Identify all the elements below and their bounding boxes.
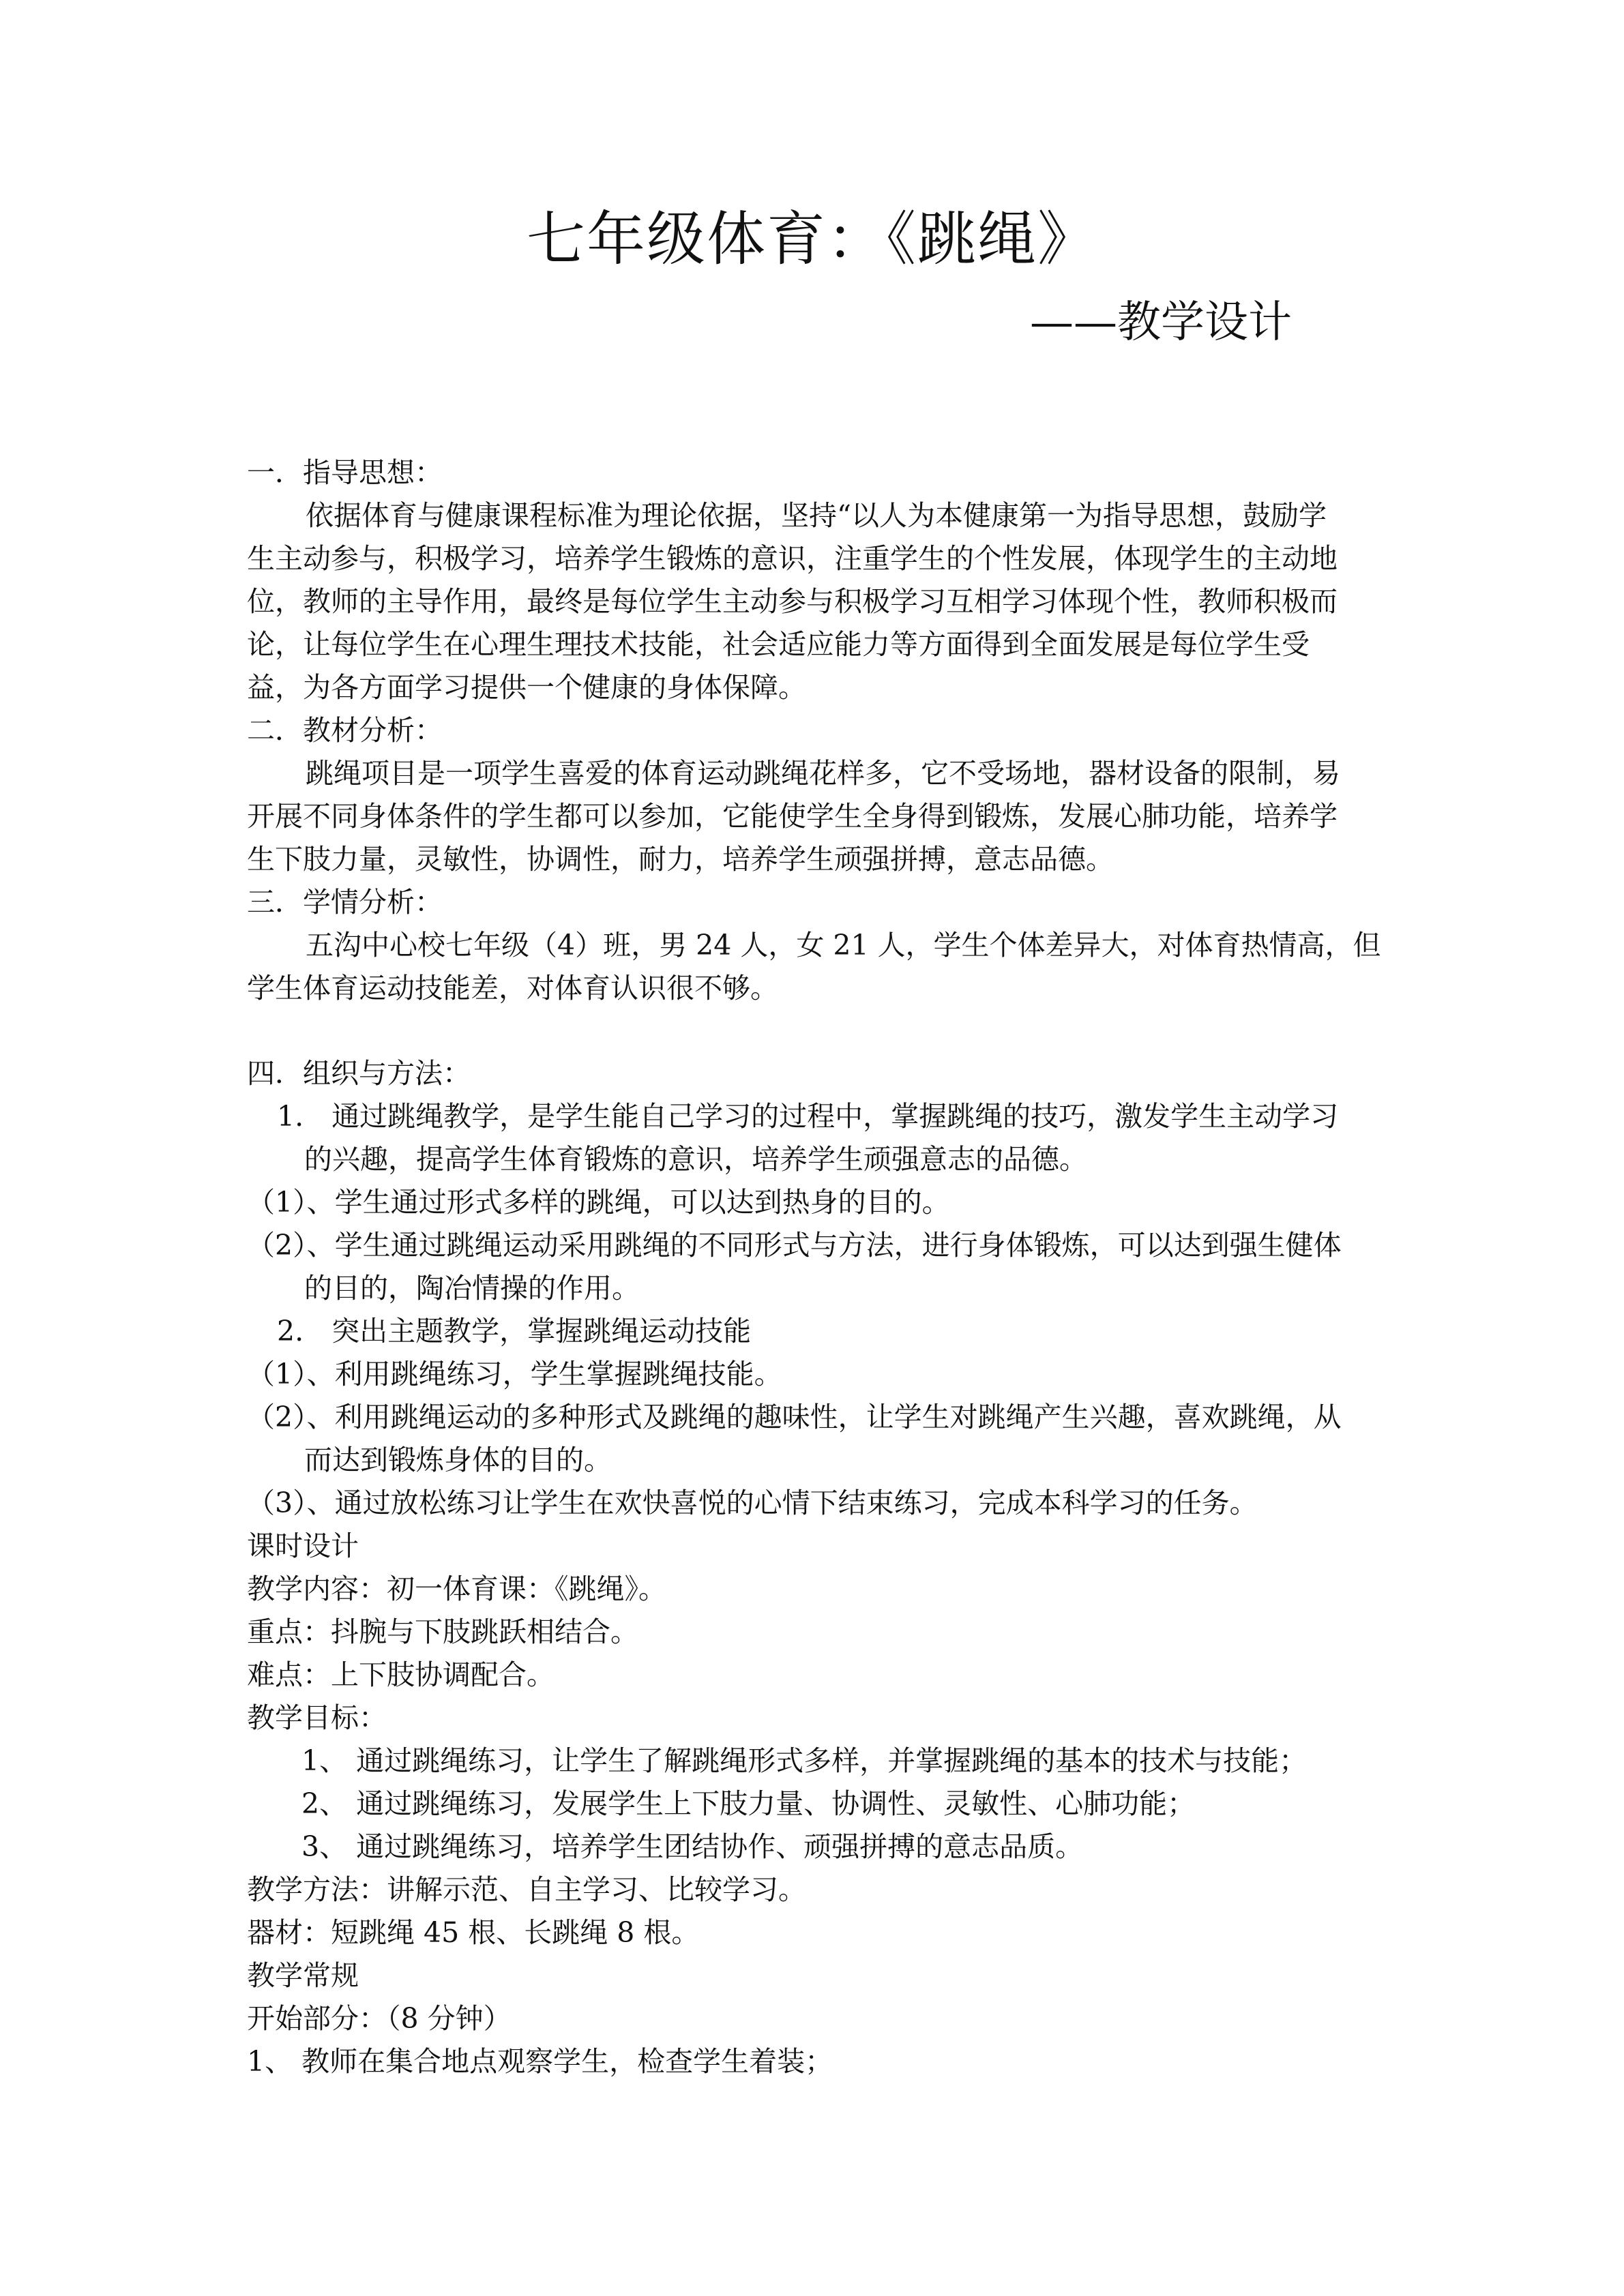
goal-item: 3、 通过跳绳练习，培养学生团结协作、顽强拼搏的意志品质。 xyxy=(301,1830,1084,1863)
teaching-methods: 教学方法：讲解示范、自主学习、比较学习。 xyxy=(247,1873,806,1906)
heading-lesson-design: 课时设计 xyxy=(247,1530,359,1562)
paragraph-line: 五沟中心校七年级（4）班，男 24 人，女 21 人，学生个体差异大，对体育热情高，但 xyxy=(306,929,1381,961)
heading-teaching-goals: 教学目标： xyxy=(247,1701,387,1734)
paragraph-line: 生下肢力量，灵敏性，协调性，耐力，培养学生顽强拼搏，意志品德。 xyxy=(247,843,1114,876)
numbered-item: 1. 通过跳绳教学，是学生能自己学习的过程中，掌握跳绳的技巧，激发学生主动学习 xyxy=(277,1100,1339,1133)
goal-item: 2、 通过跳绳练习，发展学生上下肢力量、协调性、灵敏性、心肺功能； xyxy=(301,1787,1196,1820)
goal-item: 1、 通过跳绳练习，让学生了解跳绳形式多样，并掌握跳绳的基本的技术与技能； xyxy=(301,1744,1308,1777)
sub-item: （1）、学生通过形式多样的跳绳，可以达到热身的目的。 xyxy=(247,1186,950,1219)
sub-item: （2）、利用跳绳运动的多种形式及跳绳的趣味性，让学生对跳绳产生兴趣，喜欢跳绳，从 xyxy=(247,1401,1342,1433)
sub-item: （2）、学生通过跳绳运动采用跳绳的不同形式与方法，进行身体锻炼，可以达到强生健体 xyxy=(247,1229,1342,1262)
paragraph-line: 益，为各方面学习提供一个健康的身体保障。 xyxy=(247,671,806,704)
paragraph-line: 生主动参与，积极学习，培养学生锻炼的意识，注重学生的个性发展，体现学生的主动地 xyxy=(247,542,1338,575)
paragraph-line: 论，让每位学生在心理生理技术技能，社会适应能力等方面得到全面发展是每位学生受 xyxy=(247,628,1310,661)
sub-item-continuation: 而达到锻炼身体的目的。 xyxy=(304,1444,612,1476)
section-heading-material-analysis: 二．教材分析： xyxy=(247,714,443,747)
document-subtitle: ——教学设计 xyxy=(1030,297,1292,348)
numbered-item-continuation: 的兴趣，提高学生体育锻炼的意识，培养学生顽强意志的品德。 xyxy=(304,1143,1087,1176)
numbered-item: 2. 突出主题教学，掌握跳绳运动技能 xyxy=(277,1315,752,1347)
section-heading-student-analysis: 三．学情分析： xyxy=(247,886,443,919)
equipment: 器材：短跳绳 45 根、长跳绳 8 根。 xyxy=(247,1916,700,1949)
section-heading-organization-methods: 四．组织与方法： xyxy=(247,1057,471,1090)
teaching-content: 教学内容：初一体育课：《跳绳》。 xyxy=(247,1572,666,1605)
difficult-point: 难点：上下肢协调配合。 xyxy=(247,1658,555,1691)
routine-item: 1、 教师在集合地点观察学生，检查学生着装； xyxy=(247,2045,833,2078)
document-title: 七年级体育：《跳绳》 xyxy=(527,205,1097,273)
sub-item-continuation: 的目的，陶冶情操的作用。 xyxy=(304,1272,640,1304)
opening-part: 开始部分：（8 分钟） xyxy=(247,2002,512,2035)
blank-line xyxy=(247,1010,1379,1052)
paragraph-line: 学生体育运动技能差，对体育认识很不够。 xyxy=(247,972,778,1004)
paragraph-line: 开展不同身体条件的学生都可以参加，它能使学生全身得到锻炼，发展心肺功能，培养学 xyxy=(247,800,1338,833)
paragraph-line: 跳绳项目是一项学生喜爱的体育运动跳绳花样多，它不受场地，器材设备的限制，易 xyxy=(306,757,1340,790)
sub-item: （3）、通过放松练习让学生在欢快喜悦的心情下结束练习，完成本科学习的任务。 xyxy=(247,1487,1258,1519)
paragraph-line: 位，教师的主导作用，最终是每位学生主动参与积极学习互相学习体现个性，教师积极而 xyxy=(247,585,1338,618)
sub-item: （1）、利用跳绳练习，学生掌握跳绳技能。 xyxy=(247,1358,782,1390)
section-heading-guiding-thought: 一．指导思想： xyxy=(247,456,443,489)
document-body xyxy=(247,451,1379,2083)
heading-teaching-routine: 教学常规 xyxy=(247,1959,359,1992)
paragraph-line: 依据体育与健康课程标准为理论依据，坚持“以人为本健康第一为指导思想，鼓励学 xyxy=(306,499,1327,532)
key-point: 重点：抖腕与下肢跳跃相结合。 xyxy=(247,1615,638,1648)
